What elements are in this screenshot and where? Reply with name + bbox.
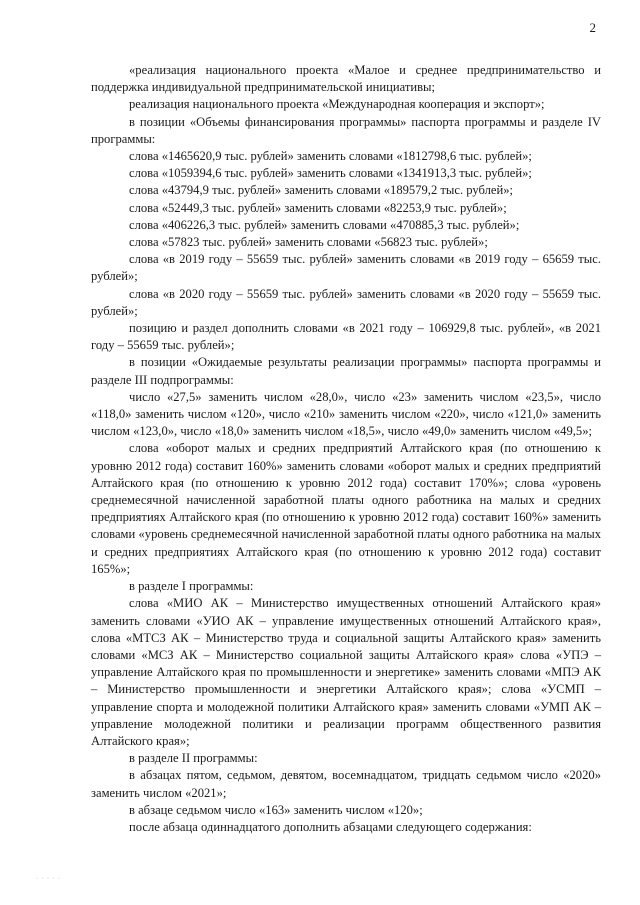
paragraph: слова «МИО АК – Министерство имущественных отношений Алтайского края» заменить словами «УИО АК – управление имущественных отношений Алтайского края», слова «МТСЗ АК – Министерство труда и социальной защиты Алтайского края» заменить словами «МСЗ АК – Министерство социальной защиты Алтайского края» слова «УПЭ – управление Алтайского края по промышленности и энергетике» заменить словами «МПЭ АК – Министерство промышленности и энергетики Алтайского края»; слова «УСМП – управление спорта и молодежной политики Алтайского края» заменить словами «УМП АК – управление молодежной политики и реализации программ общественного развития Алтайского края»; <box>91 596 601 748</box>
paragraph: слова «в 2019 году – 55659 тыс. рублей» заменить словами «в 2019 году – 65659 тыс. рублей»; <box>91 252 601 284</box>
paragraph: слова «43794,9 тыс. рублей» заменить словами «189579,2 тыс. рублей»; <box>129 183 514 198</box>
paragraph: слова «406226,3 тыс. рублей» заменить словами «470885,3 тыс. рублей»; <box>129 217 520 232</box>
paragraph: реализация национального проекта «Международная кооперация и экспорт»; <box>129 97 545 112</box>
paragraph: слова «1059394,6 тыс. рублей» заменить словами «1341913,3 тыс. рублей»; <box>129 166 532 181</box>
document-body <box>91 62 601 836</box>
paragraph: в разделе II программы: <box>129 751 258 766</box>
page-number: 2 <box>589 20 596 35</box>
paragraph: слова «52449,3 тыс. рублей» заменить словами «82253,9 тыс. рублей»; <box>129 200 507 215</box>
paragraph: в разделе I программы: <box>129 579 254 594</box>
scan-footer-mark: · · · · · <box>36 876 61 882</box>
paragraph: в абзаце седьмом число «163» заменить числом «120»; <box>129 802 423 817</box>
paragraph: в позиции «Ожидаемые результаты реализации программы» паспорта программы и разделе III подпрограммы: <box>91 355 601 387</box>
paragraph: слова «в 2020 году – 55659 тыс. рублей» заменить словами «в 2020 году – 55659 тыс. рублей»; <box>91 286 601 318</box>
paragraph: в абзацах пятом, седьмом, девятом, восемнадцатом, тридцать седьмом число «2020» заменить числом «2021»; <box>91 768 601 800</box>
paragraph: после абзаца одиннадцатого дополнить абзацами следующего содержания: <box>129 819 532 834</box>
paragraph: слова «1465620,9 тыс. рублей» заменить словами «1812798,6 тыс. рублей»; <box>129 149 532 164</box>
paragraph: «реализация национального проекта «Малое и среднее предпринимательство и поддержка индивидуальной предпринимательской инициативы; <box>91 63 601 95</box>
paragraph: позицию и раздел дополнить словами «в 2021 году – 106929,8 тыс. рублей», «в 2021 году – 55659 тыс. рублей»; <box>91 321 601 353</box>
paragraph: в позиции «Объемы финансирования программы» паспорта программы и разделе IV программы: <box>91 114 601 146</box>
paragraph: слова «57823 тыс. рублей» заменить словами «56823 тыс. рублей»; <box>129 235 488 250</box>
paragraph: слова «оборот малых и средних предприятий Алтайского края (по отношению к уровню 2012 года) составит 160%» заменить словами «оборот малых и средних предприятий Алтайского края (по отношению к уровню 2012 года) составит 170%»; слова «уровень среднемесячной начисленной заработной платы одного работника на малых и средних предприятиях Алтайского края (по отношению к уровню 2012 года) составит 160%» заменить словами «уровень среднемесячной начисленной заработной платы одного работника на малых и средних предприятиях Алтайского края (по отношению к уровню 2012 года) составит 165%»; <box>91 441 601 576</box>
paragraph: число «27,5» заменить числом «28,0», число «23» заменить числом «23,5», число «118,0» заменить числом «120», число «210» заменить числом «220», число «121,0» заменить числом «123,0», число «18,0» заменить числом «18,5», число «49,0» заменить числом «49,5»; <box>91 389 601 439</box>
